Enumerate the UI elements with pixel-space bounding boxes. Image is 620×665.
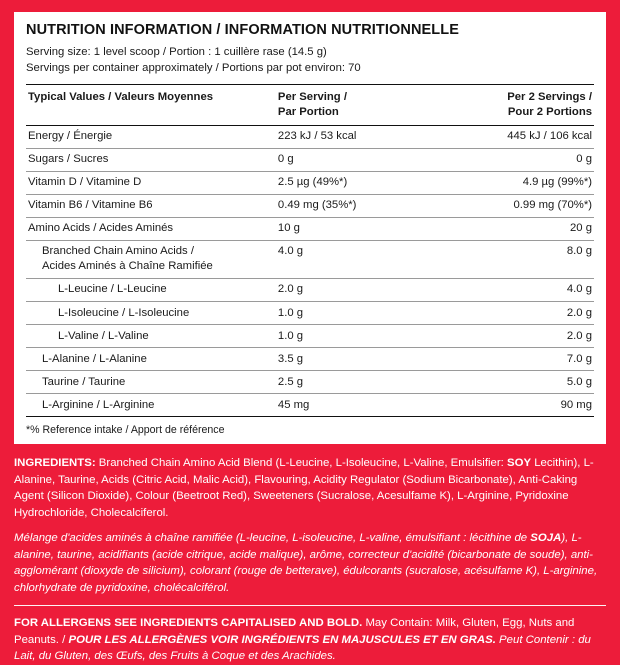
ingredients-text-en-2: Lecithin), L-Alanine, Taurine, Acids (Citric Acid, Malic Acid), Flavouring, Acidity Regulator (Sodium Bicarbonate), Anti-Caking Agent (Silicon Dioxide), Colour (Beetroot Red), Sweeteners (Sucralose, Acesulfame K), L-Arginine, Pyridoxine Hydrochloride, Cholecalciferol. bbox=[14, 457, 594, 519]
row-per-serving-value: 2.0 g bbox=[276, 278, 435, 301]
row-per-two-servings-value: 2.0 g bbox=[435, 325, 594, 348]
row-label: Amino Acids / Acides Aminés bbox=[26, 217, 276, 240]
table-row bbox=[26, 171, 594, 194]
ingredients-text-fr-2: ), L-alanine, taurine, acidifiants (acide citrique, acide malique), arôme, correcteur d'acidité (bicarbonate de soude), anti-agglomérant (dioxyde de silicium), colorant (rouge de betterave), édulcorants (sucralose, acésulfame K), L-arginine, chlorhydrate de pyridoxine, cholécalciférol. bbox=[14, 532, 598, 594]
allergens-paragraph bbox=[14, 615, 606, 665]
column-header-per-two-line2: Pour 2 Portions bbox=[507, 105, 592, 118]
ingredients-paragraph-en bbox=[14, 455, 606, 521]
allergens-headline-fr: POUR LES ALLERGÈNES VOIR INGRÉDIENTS EN MAJUSCULES ET EN GRAS. bbox=[68, 633, 496, 646]
divider bbox=[14, 605, 606, 606]
table-row bbox=[26, 217, 594, 240]
row-per-two-servings-value: 445 kJ / 106 kcal bbox=[435, 125, 594, 148]
row-per-serving-value: 0 g bbox=[276, 148, 435, 171]
allergen-soy-fr: SOJA bbox=[530, 532, 562, 545]
row-per-two-servings-value: 4.9 µg (99%*) bbox=[435, 171, 594, 194]
table-row bbox=[26, 125, 594, 148]
row-label: L-Alanine / L-Alanine bbox=[26, 348, 276, 371]
row-label: L-Isoleucine / L-Isoleucine bbox=[26, 302, 276, 325]
allergens-contains-en: May Contain: Milk, Gluten, Egg, Nuts and Peanuts. / bbox=[14, 617, 575, 646]
table-header-row bbox=[26, 85, 594, 126]
table-row bbox=[26, 148, 594, 171]
row-label: L-Valine / L-Valine bbox=[26, 325, 276, 348]
row-label: Branched Chain Amino Acids / Acides Aminés à Chaîne Ramifiée bbox=[26, 240, 276, 278]
table-row bbox=[26, 371, 594, 394]
column-header-per-serving-line1: Per Serving / bbox=[277, 91, 347, 104]
table-row bbox=[26, 394, 594, 417]
nutrition-table bbox=[26, 84, 594, 417]
allergens-contains-fr: Peut Contenir : du Lait, du Gluten, des Œufs, des Fruits à Coque et des Arachides. bbox=[14, 633, 591, 663]
row-per-two-servings-value: 4.0 g bbox=[435, 278, 594, 301]
ingredients-allergens-block bbox=[14, 455, 606, 665]
row-per-serving-value: 223 kJ / 53 kcal bbox=[276, 125, 435, 148]
row-label: Vitamin B6 / Vitamine B6 bbox=[26, 194, 276, 217]
row-per-two-servings-value: 90 mg bbox=[435, 394, 594, 417]
table-row bbox=[26, 240, 594, 278]
row-per-serving-value: 45 mg bbox=[276, 394, 435, 417]
row-per-two-servings-value: 2.0 g bbox=[435, 302, 594, 325]
row-per-serving-value: 1.0 g bbox=[276, 302, 435, 325]
table-row bbox=[26, 302, 594, 325]
nutrition-table-body bbox=[26, 125, 594, 416]
column-header-per-two-servings bbox=[435, 85, 594, 126]
row-per-serving-value: 10 g bbox=[276, 217, 435, 240]
row-per-two-servings-value: 0 g bbox=[435, 148, 594, 171]
table-row bbox=[26, 348, 594, 371]
ingredients-paragraph-fr bbox=[14, 530, 606, 596]
page-title: NUTRITION INFORMATION / INFORMATION NUTRITIONNELLE bbox=[26, 22, 459, 38]
reference-intake-footnote: *% Reference intake / Apport de référence bbox=[26, 424, 225, 437]
row-label: Vitamin D / Vitamine D bbox=[26, 171, 276, 194]
row-per-two-servings-value: 5.0 g bbox=[435, 371, 594, 394]
row-per-two-servings-value: 7.0 g bbox=[435, 348, 594, 371]
table-row bbox=[26, 278, 594, 301]
row-per-serving-value: 4.0 g bbox=[276, 240, 435, 278]
allergens-headline-en: FOR ALLERGENS SEE INGREDIENTS CAPITALISED AND BOLD. bbox=[14, 617, 363, 630]
column-header-per-serving-line2: Par Portion bbox=[277, 105, 339, 118]
row-per-serving-value: 2.5 µg (49%*) bbox=[276, 171, 435, 194]
row-label: L-Arginine / L-Arginine bbox=[26, 394, 276, 417]
row-label: Taurine / Taurine bbox=[26, 371, 276, 394]
serving-size-line: Serving size: 1 level scoop / Portion : 1 cuillère rase (14.5 g) bbox=[26, 46, 327, 58]
row-label: Energy / Énergie bbox=[26, 125, 276, 148]
allergen-soy-en: SOY bbox=[506, 457, 532, 470]
column-header-per-serving bbox=[276, 85, 435, 126]
row-per-serving-value: 3.5 g bbox=[276, 348, 435, 371]
ingredients-text-fr-1: Mélange d'acides aminés à chaîne ramifiée (L-leucine, L-isoleucine, L-valine, émulsifiant : lécithine de bbox=[14, 532, 531, 545]
row-per-two-servings-value: 8.0 g bbox=[435, 240, 594, 278]
table-row bbox=[26, 325, 594, 348]
row-label: L-Leucine / L-Leucine bbox=[26, 278, 276, 301]
row-per-serving-value: 0.49 mg (35%*) bbox=[276, 194, 435, 217]
row-per-two-servings-value: 20 g bbox=[435, 217, 594, 240]
table-row bbox=[26, 194, 594, 217]
row-per-serving-value: 2.5 g bbox=[276, 371, 435, 394]
servings-per-container-line: Servings per container approximately / Portions par pot environ: 70 bbox=[26, 62, 361, 75]
column-header-values: Typical Values / Valeurs Moyennes bbox=[26, 85, 276, 126]
row-label: Sugars / Sucres bbox=[26, 148, 276, 171]
ingredients-text-en-1: Branched Chain Amino Acid Blend (L-Leucine, L-Isoleucine, L-Valine, Emulsifier: bbox=[95, 457, 507, 470]
column-header-per-two-line1: Per 2 Servings / bbox=[507, 91, 592, 104]
row-per-serving-value: 1.0 g bbox=[276, 325, 435, 348]
row-per-two-servings-value: 0.99 mg (70%*) bbox=[435, 194, 594, 217]
ingredients-label-en: INGREDIENTS: bbox=[14, 457, 96, 470]
nutrition-panel bbox=[14, 12, 606, 444]
